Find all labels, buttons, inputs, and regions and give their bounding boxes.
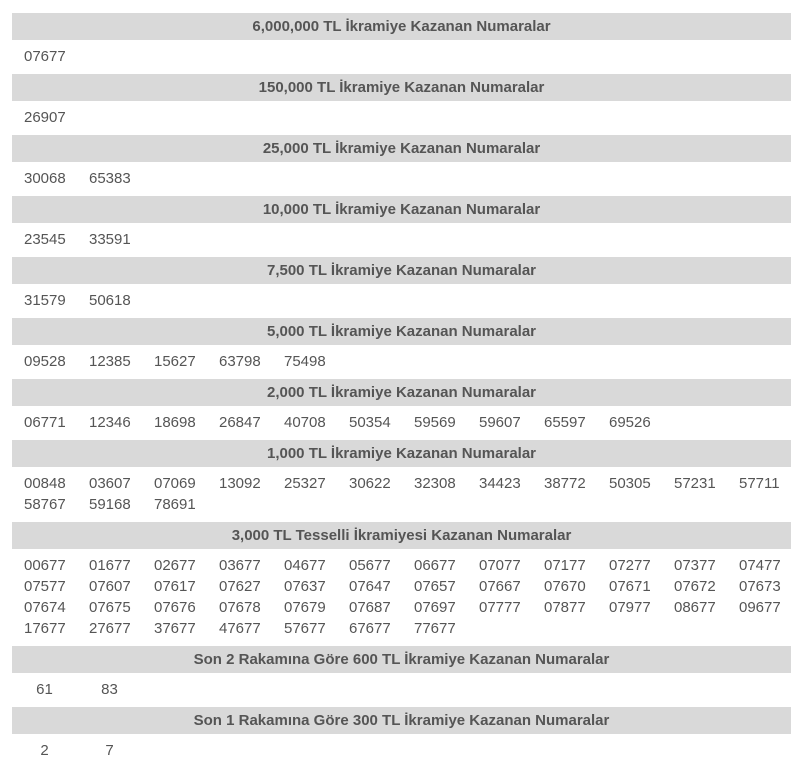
winning-number: 30068 — [24, 170, 66, 187]
winning-number: 07672 — [674, 578, 716, 595]
winning-number: 7 — [105, 742, 114, 759]
winning-number: 26907 — [24, 109, 66, 126]
winning-number: 59607 — [479, 414, 521, 431]
prize-section — [12, 707, 791, 768]
winning-numbers-grid — [12, 40, 791, 74]
winning-number: 69526 — [609, 414, 651, 431]
winning-number: 06677 — [414, 557, 456, 574]
winning-number: 40708 — [284, 414, 326, 431]
winning-number: 57711 — [739, 475, 780, 492]
winning-number: 59168 — [89, 496, 131, 513]
winning-number: 08677 — [674, 599, 716, 616]
prize-section — [12, 318, 791, 379]
winning-number: 50305 — [609, 475, 651, 492]
section-header: Son 2 Rakamına Göre 600 TL İkramiye Kazanan Numaralar — [12, 646, 791, 673]
winning-number: 67677 — [349, 620, 391, 637]
winning-number: 09677 — [739, 599, 781, 616]
prize-sections — [12, 13, 791, 768]
winning-number: 07679 — [284, 599, 326, 616]
winning-numbers-grid — [12, 673, 791, 707]
winning-number: 07667 — [479, 578, 521, 595]
winning-number: 17677 — [24, 620, 66, 637]
winning-number: 65597 — [544, 414, 586, 431]
winning-number: 07477 — [739, 557, 781, 574]
prize-section — [12, 13, 791, 74]
winning-numbers-grid — [12, 345, 791, 379]
winning-number: 07675 — [89, 599, 131, 616]
winning-number: 50618 — [89, 292, 131, 309]
prize-section — [12, 646, 791, 707]
winning-number: 07377 — [674, 557, 716, 574]
winning-number: 00848 — [24, 475, 66, 492]
winning-numbers-grid — [12, 549, 791, 646]
winning-number: 25327 — [284, 475, 326, 492]
winning-numbers-grid — [12, 101, 791, 135]
winning-number: 07177 — [544, 557, 586, 574]
winning-number: 03607 — [89, 475, 131, 492]
winning-number: 07277 — [609, 557, 651, 574]
winning-number: 57231 — [674, 475, 716, 492]
winning-numbers-grid — [12, 734, 791, 768]
winning-number: 2 — [40, 742, 49, 759]
section-header: 25,000 TL İkramiye Kazanan Numaralar — [12, 135, 791, 162]
winning-number: 07676 — [154, 599, 196, 616]
winning-number: 57677 — [284, 620, 326, 637]
winning-numbers-grid — [12, 406, 791, 440]
winning-number: 32308 — [414, 475, 456, 492]
winning-number: 15627 — [154, 353, 196, 370]
winning-number: 23545 — [24, 231, 66, 248]
winning-number: 07637 — [284, 578, 326, 595]
winning-number: 03677 — [219, 557, 261, 574]
winning-number: 12346 — [89, 414, 131, 431]
winning-number: 07607 — [89, 578, 131, 595]
winning-number: 07617 — [154, 578, 196, 595]
winning-number: 07657 — [414, 578, 456, 595]
winning-number: 07627 — [219, 578, 261, 595]
winning-number: 06771 — [24, 414, 66, 431]
winning-numbers-grid — [12, 223, 791, 257]
winning-number: 27677 — [89, 620, 131, 637]
winning-number: 07069 — [154, 475, 196, 492]
winning-numbers-grid — [12, 467, 791, 522]
winning-numbers-grid — [12, 162, 791, 196]
winning-number: 07977 — [609, 599, 651, 616]
winning-number: 07777 — [479, 599, 521, 616]
prize-section — [12, 257, 791, 318]
winning-number: 13092 — [219, 475, 261, 492]
winning-number: 31579 — [24, 292, 66, 309]
prize-section — [12, 196, 791, 257]
winning-number: 77677 — [414, 620, 456, 637]
prize-section — [12, 135, 791, 196]
winning-number: 47677 — [219, 620, 261, 637]
winning-number: 63798 — [219, 353, 261, 370]
winning-number: 05677 — [349, 557, 391, 574]
winning-number: 18698 — [154, 414, 196, 431]
section-header: 2,000 TL İkramiye Kazanan Numaralar — [12, 379, 791, 406]
winning-number: 07687 — [349, 599, 391, 616]
section-header: 3,000 TL Tesselli İkramiyesi Kazanan Numaralar — [12, 522, 791, 549]
winning-number: 50354 — [349, 414, 391, 431]
winning-number: 07671 — [609, 578, 651, 595]
winning-number: 58767 — [24, 496, 66, 513]
winning-number: 37677 — [154, 620, 196, 637]
winning-number: 07697 — [414, 599, 456, 616]
winning-number: 26847 — [219, 414, 261, 431]
section-header: 10,000 TL İkramiye Kazanan Numaralar — [12, 196, 791, 223]
winning-numbers-grid — [12, 284, 791, 318]
winning-number: 07877 — [544, 599, 586, 616]
section-header: 5,000 TL İkramiye Kazanan Numaralar — [12, 318, 791, 345]
winning-number: 01677 — [89, 557, 131, 574]
winning-number: 04677 — [284, 557, 326, 574]
winning-number: 00677 — [24, 557, 66, 574]
winning-number: 07678 — [219, 599, 261, 616]
winning-number: 07673 — [739, 578, 781, 595]
prize-section — [12, 74, 791, 135]
section-header: 150,000 TL İkramiye Kazanan Numaralar — [12, 74, 791, 101]
winning-number: 12385 — [89, 353, 131, 370]
winning-number: 65383 — [89, 170, 131, 187]
section-header: 7,500 TL İkramiye Kazanan Numaralar — [12, 257, 791, 284]
winning-number: 09528 — [24, 353, 66, 370]
winning-number: 30622 — [349, 475, 391, 492]
section-header: 6,000,000 TL İkramiye Kazanan Numaralar — [12, 13, 791, 40]
prize-section — [12, 379, 791, 440]
prize-section — [12, 440, 791, 522]
section-header: Son 1 Rakamına Göre 300 TL İkramiye Kazanan Numaralar — [12, 707, 791, 734]
winning-number: 07577 — [24, 578, 66, 595]
winning-number: 07677 — [24, 48, 66, 65]
winning-number: 38772 — [544, 475, 586, 492]
prize-section — [12, 522, 791, 646]
winning-number: 34423 — [479, 475, 521, 492]
winning-number: 75498 — [284, 353, 326, 370]
winning-number: 07670 — [544, 578, 586, 595]
winning-number: 83 — [101, 681, 118, 698]
winning-number: 07674 — [24, 599, 66, 616]
winning-number: 61 — [36, 681, 53, 698]
winning-number: 78691 — [154, 496, 196, 513]
winning-number: 07077 — [479, 557, 521, 574]
winning-number: 07647 — [349, 578, 391, 595]
winning-number: 59569 — [414, 414, 456, 431]
winning-number: 33591 — [89, 231, 131, 248]
winning-number: 02677 — [154, 557, 196, 574]
section-header: 1,000 TL İkramiye Kazanan Numaralar — [12, 440, 791, 467]
